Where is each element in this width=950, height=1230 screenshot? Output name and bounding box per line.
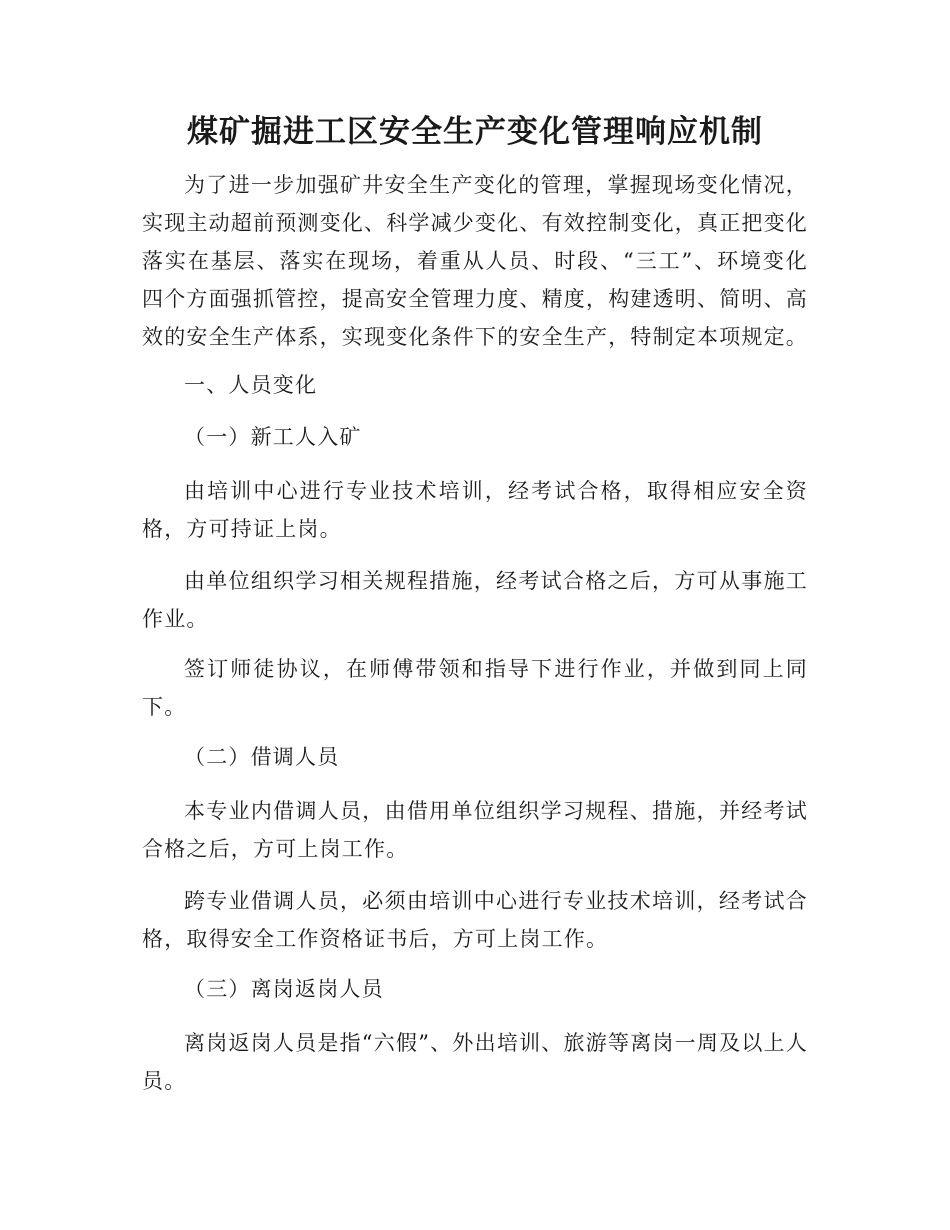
paragraph-apprentice: 签订师徒协议，在师傅带领和指导下进行作业，并做到同上同下。 [142, 657, 808, 719]
paragraph-training: 由培训中心进行专业技术培训，经考试合格，取得相应安全资格，方可持证上岗。 [142, 479, 808, 541]
subsection-heading-new-workers: （一）新工人入矿 [184, 425, 362, 449]
paragraph-internal-secondment: 本专业内借调人员，由借用单位组织学习规程、措施，并经考试合格之后，方可上岗工作。 [142, 799, 808, 861]
document-title: 煤矿掘进工区安全生产变化管理响应机制 [187, 114, 763, 150]
paragraph-unit-study: 由单位组织学习相关规程措施，经考试合格之后，方可从事施工作业。 [142, 569, 808, 631]
paragraph-cross-secondment: 跨专业借调人员，必须由培训中心进行专业技术培训，经考试合格，取得安全工作资格证书后，方可上岗工作。 [142, 889, 808, 951]
section-heading-personnel: 一、人员变化 [184, 373, 318, 397]
intro-paragraph: 为了进一步加强矿井安全生产变化的管理，掌握现场变化情况，实现主动超前预测变化、科学减少变化、有效控制变化，真正把变化落实在基层、落实在现场，着重从人员、时段、“三工”、环境变化四个方面强抓管控，提高安全管理力度、精度，构建透明、简明、高效的安全生产体系，实现变化条件下的安全生产，特制定本项规定。 [142, 173, 808, 349]
subsection-heading-seconded: （二）借调人员 [184, 745, 340, 769]
subsection-heading-returning: （三）离岗返岗人员 [184, 977, 384, 1001]
paragraph-returning-definition: 离岗返岗人员是指“六假”、外出培训、旅游等离岗一周及以上人员。 [142, 1031, 808, 1093]
